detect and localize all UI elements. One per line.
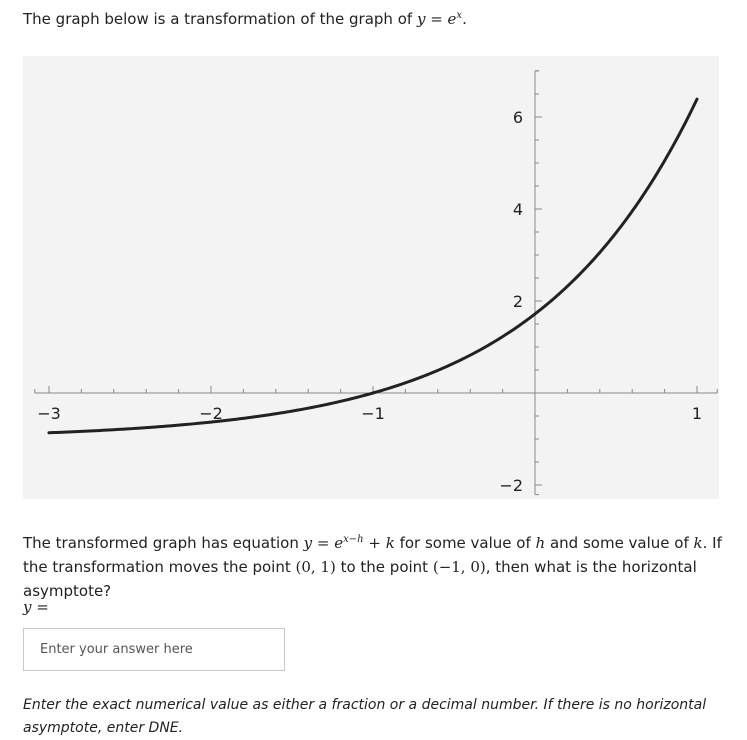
body-text-1: The transformed graph has equation [23, 534, 304, 552]
body-text-4: . If the transformation moves the point [23, 534, 722, 576]
answer-prefix [23, 598, 49, 616]
function-graph [23, 56, 719, 499]
body-eq-k: k [385, 534, 395, 552]
body-text-2: for some value of [394, 534, 536, 552]
y-tick-label: −2 [499, 476, 523, 495]
body-var-k: k [693, 534, 703, 552]
y-tick-label: 4 [512, 200, 523, 219]
intro-math-equals: = [425, 10, 448, 28]
intro-math-y: y [416, 10, 426, 28]
intro-text: The graph below is a transformation of the graph of [23, 10, 417, 28]
x-tick-label: −1 [361, 404, 385, 423]
body-text-5: to the point [335, 558, 433, 576]
y-tick-label: 2 [512, 292, 523, 311]
body-var-h: h [535, 534, 546, 552]
answer-prefix-equals: = [31, 598, 49, 616]
body-text-6: , then what is the horizontal asymptote? [23, 558, 697, 600]
question-body [23, 528, 728, 603]
body-text-3: and some value of [545, 534, 694, 552]
instructions: Enter the exact numerical value as either a fraction or a decimal number. If there is no horizontal asymptote, enter DNE. [23, 697, 707, 736]
exponential-curve [49, 99, 697, 433]
intro-period: . [462, 10, 467, 28]
body-eq-e: e [334, 534, 344, 552]
x-tick-label: 1 [691, 404, 703, 423]
x-tick-label: −3 [37, 404, 61, 423]
axes [35, 71, 717, 495]
answer-prefix-var: y [23, 598, 32, 616]
answer-input[interactable] [23, 628, 285, 671]
intro-math-e: e [447, 10, 457, 28]
tick-labels [37, 108, 702, 495]
question-intro [23, 10, 467, 28]
intro-math-exponent: x [456, 10, 463, 21]
point-from: (0, 1) [295, 558, 336, 576]
point-to: (−1, 0) [432, 558, 486, 576]
body-eq-y: y [303, 534, 313, 552]
body-eq-exponent: x−h [343, 534, 364, 545]
body-eq-plus: + [363, 534, 386, 552]
body-eq-equals: = [312, 534, 335, 552]
x-tick-label: −2 [199, 404, 223, 423]
y-tick-label: 6 [512, 108, 523, 127]
graph-panel [23, 56, 719, 499]
